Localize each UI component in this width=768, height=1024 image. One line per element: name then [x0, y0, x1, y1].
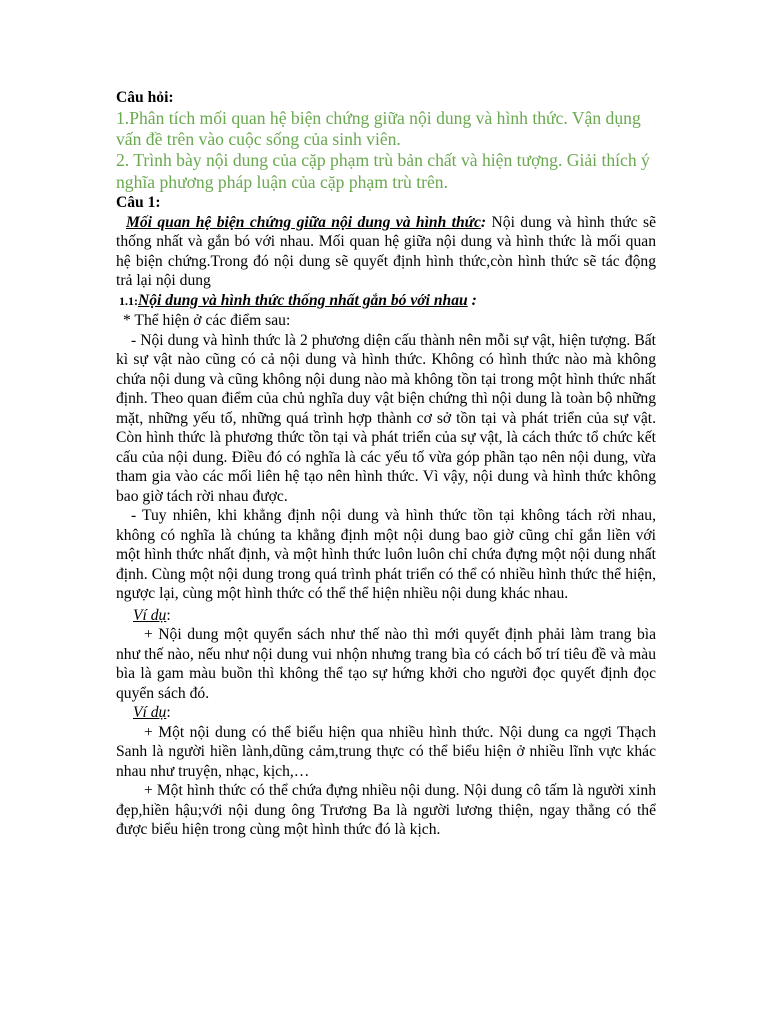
- the-hien-line: * Thể hiện ở các điểm sau:: [123, 312, 291, 330]
- vi-du-label: Ví dụ: [133, 606, 167, 624]
- vi-du-line-2: [116, 703, 656, 723]
- question-1: 1.Phân tích mối quan hệ biện chứng giữa nội dung và hình thức. Vận dụng vấn đề trên vào cuộc sống của sinh viên.: [116, 108, 641, 150]
- cau-hoi-label: Câu hỏi:: [116, 89, 174, 106]
- subsection-title: Nội dung và hình thức thống nhất gắn bó với nhau: [138, 291, 468, 309]
- intro-paragraph: [116, 213, 656, 291]
- vi-du-colon: :: [166, 606, 171, 624]
- cau-1-label: Câu 1:: [116, 193, 161, 211]
- subsection-number: 1.1:: [119, 293, 138, 308]
- intro-text: Nội dung và hình thức sẽ thống nhất và gắn bó với nhau. Mối quan hệ giữa nội dung và hình thức là mối quan hệ biện chứng.Trong đó nội dung sẽ quyết định hình thức,còn hình thức sẽ tác động trả lại nội dung: [116, 213, 656, 290]
- example-3: + Một hình thức có thể chứa đựng nhiều nội dung. Nội dung cô tấm là người xinh đẹp,hiền hậu;với nội dung ông Trương Ba là người lương thiện, ngay thẳng có thể được biểu hiện trong cùng một hình thức đó là kịch.: [116, 782, 656, 839]
- paragraph-2: - Tuy nhiên, khi khẳng định nội dung và hình thức tồn tại không tách rời nhau, không có nghĩa là chúng ta khẳng định một nội dung bao giờ cũng chỉ gắn liền với một hình thức nhất định, và một hình thức luôn luôn chỉ chứa đựng một nội dung nhất định. Cùng một nội dung trong quá trình phát triển có thể có nhiều hình thức thể hiện, ngược lại, cùng một hình thức có thể thể hiện nhiều nội dung khác nhau.: [116, 507, 656, 603]
- example-1: + Nội dung một quyển sách như thế nào thì mới quyết định phải làm trang bìa như thế nào, nếu như nội dung vui nhộn nhưng trang bìa có cách bố trí tiêu đề và màu bìa là gam màu buồn thì không thể tạo sự hứng khởi cho người đọc quyết định đọc quyển sách đó.: [116, 626, 656, 702]
- question-2: 2. Trình bày nội dung của cặp phạm trù bản chất và hiện tượng. Giải thích ý nghĩa phương pháp luận của cặp phạm trù trên.: [116, 150, 650, 192]
- vi-du-label: Ví dụ: [133, 704, 167, 722]
- heading-1-colon: :: [480, 213, 487, 231]
- heading-1-text: Mối quan hệ biện chứng giữa nội dung và hình thức: [126, 213, 481, 231]
- paragraph-1: - Nội dung và hình thức là 2 phương diện cấu thành nên mỗi sự vật, hiện tượng. Bất kì sự vật nào cũng có cả nội dung và hình thức. Không có hình thức nào mà không chứa nội dung và cũng không nội dung nào mà không tồn tại trong một hình thức nhất định. Theo quan điểm của chủ nghĩa duy vật biện chứng thì nội dung là toàn bộ những mặt, những yếu tố, những quá trình hợp thành cơ sở tồn tại và phát triển của sự vật. Còn hình thức là phương thức tồn tại và phát triển của sự vật, là cách thức tổ chức kết cấu của nội dung. Điều đó có nghĩa là các yếu tố vừa góp phần tạo nên nội dung, vừa tham gia vào các mối liên hệ tạo nên hình thức. Vì vậy, nội dung và hình thức không bao giờ tách rời nhau được.: [116, 331, 656, 505]
- example-2: + Một nội dung có thể biểu hiện qua nhiều hình thức. Nội dung ca ngợi Thạch Sanh là người hiền lành,dũng cảm,trung thực có thể biểu hiện ở nhiều lĩnh vực khác nhau như truyện, nhạc, kịch,…: [116, 723, 656, 780]
- vi-du-colon: :: [166, 704, 171, 722]
- vi-du-line-1: [116, 606, 656, 626]
- document-page: [116, 88, 656, 840]
- subsection-colon: :: [467, 291, 477, 309]
- subsection-heading: [119, 291, 656, 312]
- heading-1: [126, 214, 486, 231]
